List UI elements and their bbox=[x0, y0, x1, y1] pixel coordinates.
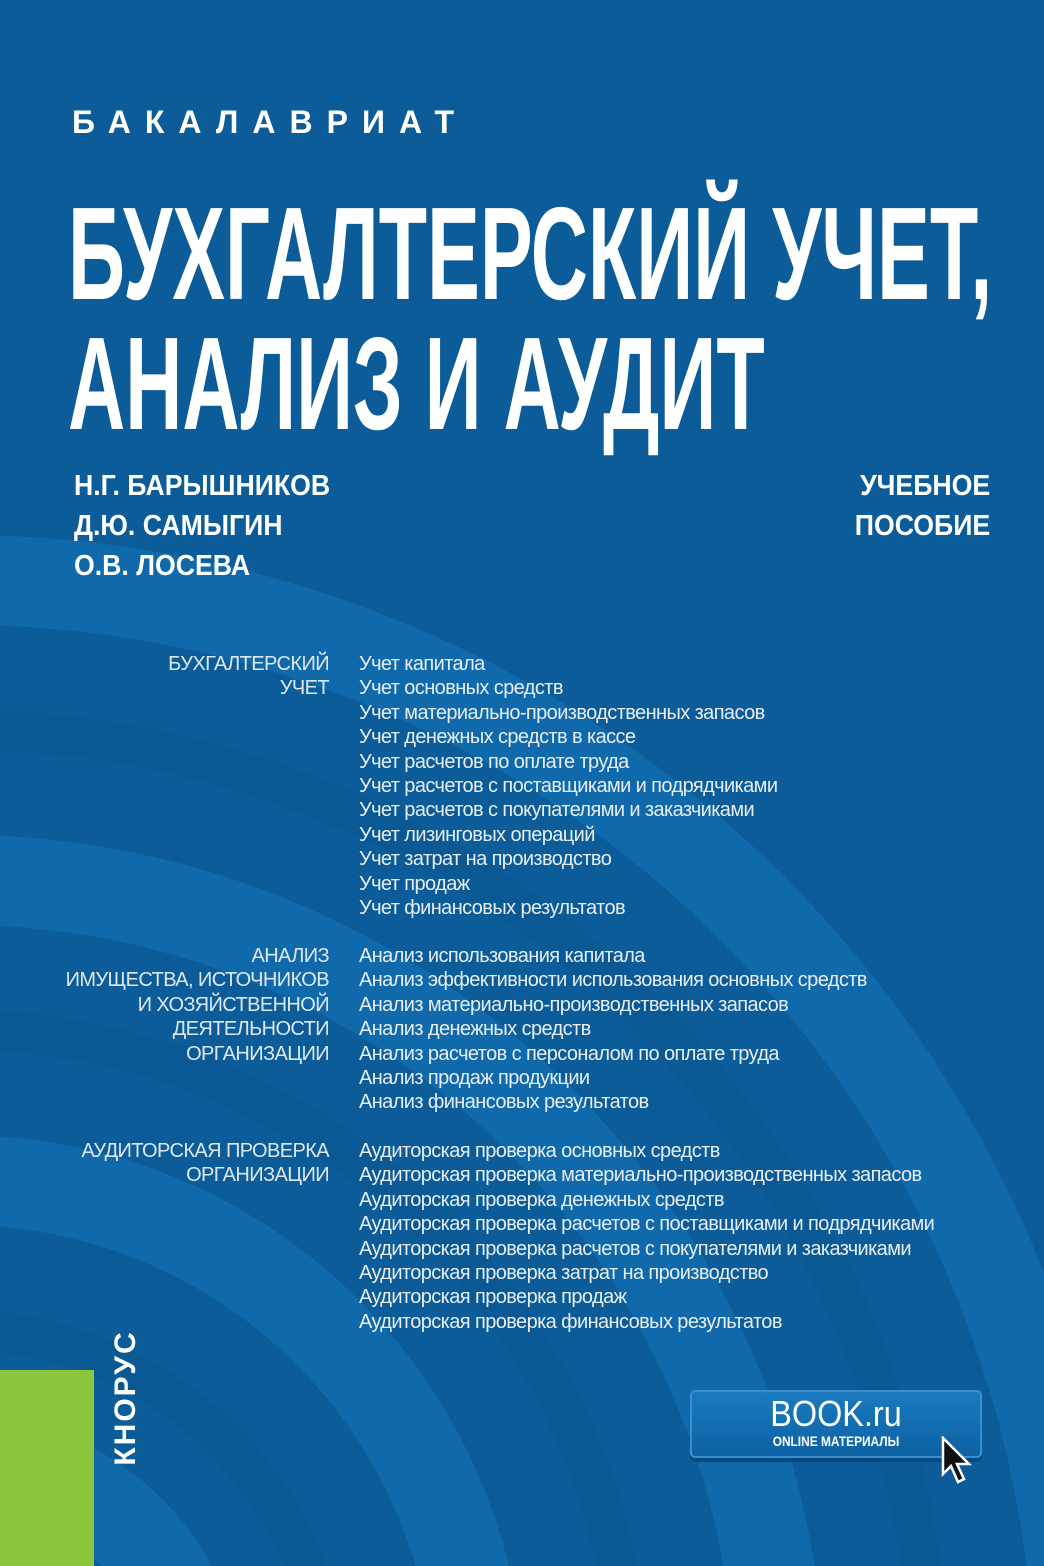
author: Д.Ю. САМЫГИН bbox=[74, 510, 283, 542]
contents-item: Аудиторская проверка материально-производственных запасов bbox=[359, 1164, 922, 1187]
series-label: БАКАЛАВРИАТ bbox=[72, 104, 468, 140]
contents-item: Учет расчетов по оплате труда bbox=[359, 750, 629, 773]
contents-item: Учет капитала bbox=[359, 653, 485, 675]
contents-item: Учет лизинговых операций bbox=[359, 823, 595, 846]
contents-item: Учет продаж bbox=[359, 872, 470, 895]
publisher-logo bbox=[108, 1330, 144, 1466]
book-type bbox=[855, 466, 990, 546]
contents-item: Аудиторская проверка финансовых результатов bbox=[359, 1310, 782, 1333]
contents-item: Учет материально-производственных запасов bbox=[359, 701, 765, 724]
contents-item: Учет финансовых результатов bbox=[359, 897, 625, 920]
contents-item: Аудиторская проверка расчетов с поставщиками и подрядчиками bbox=[359, 1213, 935, 1236]
section-label-line: ИМУЩЕСТВА, ИСТОЧНИКОВ bbox=[65, 969, 329, 992]
authors bbox=[74, 466, 330, 586]
contents-item: Анализ эффективности использования основных средств bbox=[359, 969, 867, 992]
section-label bbox=[66, 944, 329, 1066]
contents-item: Аудиторская проверка денежных средств bbox=[359, 1188, 724, 1211]
section-label bbox=[168, 652, 329, 701]
section-label-line: АУДИТОРСКАЯ ПРОВЕРКА bbox=[81, 1140, 329, 1162]
section-label-line: ОРГАНИЗАЦИИ bbox=[186, 1042, 329, 1065]
contents-item: Учет расчетов с покупателями и заказчиками bbox=[359, 799, 755, 822]
section-items bbox=[359, 652, 777, 920]
contents-item: Анализ денежных средств bbox=[359, 1018, 591, 1041]
book-type-line: ПОСОБИЕ bbox=[854, 510, 990, 542]
contents-item: Анализ использования капитала bbox=[359, 945, 645, 967]
contents-item: Учет денежных средств в кассе bbox=[359, 726, 636, 749]
section-label bbox=[82, 1139, 329, 1188]
section-label-line: ОРГАНИЗАЦИИ bbox=[186, 1164, 329, 1187]
author: Н.Г. БАРЫШНИКОВ bbox=[74, 470, 331, 502]
section-label-line: АНАЛИЗ bbox=[251, 945, 329, 967]
section-label-line: ДЕЯТЕЛЬНОСТИ bbox=[172, 1018, 329, 1041]
author: О.В. ЛОСЕВА bbox=[74, 550, 251, 582]
book-type-line: УЧЕБНОЕ bbox=[859, 470, 990, 502]
section-items bbox=[359, 1139, 934, 1334]
section-items bbox=[359, 944, 867, 1115]
contents-item: Аудиторская проверка затрат на производство bbox=[359, 1262, 769, 1285]
publisher-name: КНОРУС bbox=[109, 1330, 142, 1466]
contents-item: Учет расчетов с поставщиками и подрядчиками bbox=[359, 775, 778, 798]
book-title-line-2: АНАЛИЗ И АУДИТ bbox=[68, 310, 765, 457]
contents-item: Учет затрат на производство bbox=[359, 848, 612, 871]
contents-item: Аудиторская проверка основных средств bbox=[359, 1140, 720, 1162]
green-bar bbox=[0, 1370, 94, 1566]
contents-item: Анализ расчетов с персоналом по оплате труда bbox=[359, 1042, 779, 1065]
contents-item: Учет основных средств bbox=[359, 677, 563, 700]
book-title-line-1: БУХГАЛТЕРСКИЙ УЧЕТ, bbox=[68, 180, 993, 327]
section-label-line: БУХГАЛТЕРСКИЙ bbox=[168, 653, 329, 675]
cursor-arrow-icon bbox=[940, 1436, 974, 1488]
contents-item: Анализ финансовых результатов bbox=[359, 1091, 649, 1114]
contents-item: Аудиторская проверка расчетов с покупателями и заказчиками bbox=[359, 1237, 911, 1260]
contents-item: Анализ материально-производственных запасов bbox=[359, 993, 789, 1016]
book-ru-title: BOOK.ru bbox=[770, 1393, 902, 1434]
section-label-line: УЧЕТ bbox=[279, 677, 329, 700]
book-ru-button[interactable] bbox=[690, 1390, 982, 1458]
section-label-line: И ХОЗЯЙСТВЕННОЙ bbox=[137, 993, 329, 1016]
contents-item: Аудиторская проверка продаж bbox=[359, 1286, 627, 1309]
book-ru-subtitle: ONLINE МАТЕРИАЛЫ bbox=[772, 1433, 900, 1449]
contents-item: Анализ продаж продукции bbox=[359, 1067, 590, 1090]
